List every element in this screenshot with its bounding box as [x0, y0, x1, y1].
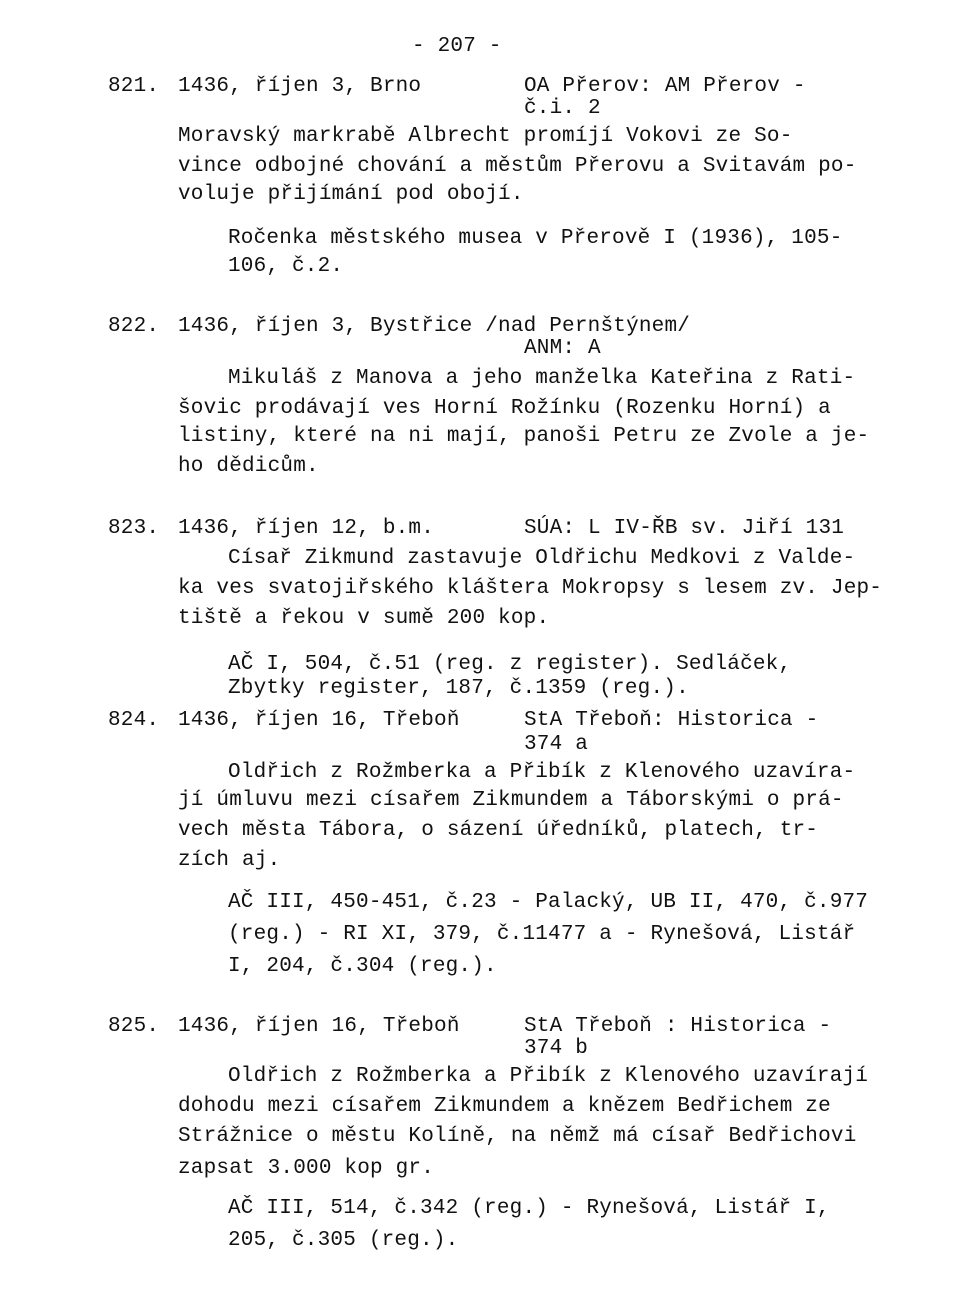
archive-reference-cont: 374 b — [524, 1037, 589, 1060]
entry-number: 821. — [108, 75, 160, 98]
page-number: - 207 - — [412, 35, 502, 58]
bibliography-line: 106, č.2. — [228, 255, 344, 278]
entry-text-line: zapsat 3.000 kop gr. — [178, 1157, 435, 1180]
entry-text-line: ka ves svatojiřského kláštera Mokropsy s lesem zv. Jep- — [178, 577, 883, 600]
entry-number: 823. — [108, 517, 160, 540]
entry-heading: 1436, říjen 16, Třeboň — [178, 1015, 460, 1038]
entry-text-line: Strážnice o městu Kolíně, na němž má císař Bedřichovi — [178, 1125, 857, 1148]
bibliography-line: Ročenka městského musea v Přerově I (1936), 105- — [228, 227, 843, 250]
entry-text-line: šovic prodávají ves Horní Rožínku (Rozenku Horní) a — [178, 397, 831, 420]
entry-text-line: Mikuláš z Manova a jeho manželka Kateřina z Rati- — [228, 367, 856, 390]
bibliography-line: AČ III, 514, č.342 (reg.) - Rynešová, Listář I, — [228, 1197, 830, 1220]
entry-heading: 1436, říjen 3, Brno — [178, 75, 422, 98]
archive-reference-cont: č.i. 2 — [524, 97, 601, 120]
entry-number: 824. — [108, 709, 160, 732]
bibliography-line: AČ I, 504, č.51 (reg. z register). Sedláček, — [228, 653, 792, 676]
bibliography-line: AČ III, 450-451, č.23 - Palacký, UB II, 470, č.977 — [228, 891, 869, 914]
entry-heading: 1436, říjen 12, b.m. — [178, 517, 435, 540]
entry-text-line: Oldřich z Rožmberka a Přibík z Klenového uzavíra- — [228, 761, 856, 784]
entry-text-line: listiny, které na ni mají, panoši Petru ze Zvole a je- — [178, 425, 870, 448]
entry-number: 822. — [108, 315, 160, 338]
entry-heading: 1436, říjen 16, Třeboň — [178, 709, 460, 732]
bibliography-line: Zbytky register, 187, č.1359 (reg.). — [228, 677, 689, 700]
entry-text-line: voluje přijímání pod obojí. — [178, 183, 524, 206]
archive-reference: SÚA: L IV-ŘB sv. Jiří 131 — [524, 517, 845, 540]
entry-text-line: dohodu mezi císařem Zikmundem a knězem Bedřichem ze — [178, 1095, 831, 1118]
bibliography-line: (reg.) - RI XI, 379, č.11477 a - Rynešová, Listář — [228, 923, 856, 946]
bibliography-line: 205, č.305 (reg.). — [228, 1229, 459, 1252]
entry-text-line: Císař Zikmund zastavuje Oldřichu Medkovi z Valde- — [228, 547, 856, 570]
archive-reference: StA Třeboň : Historica - — [524, 1015, 832, 1038]
entry-heading: 1436, říjen 3, Bystřice /nad Pernštýnem/ — [178, 315, 691, 338]
entry-text-line: vince odbojné chování a městům Přerovu a Svitavám po- — [178, 155, 857, 178]
archive-reference: ANM: A — [524, 337, 601, 360]
entry-text-line: vech města Tábora, o sázení úředníků, platech, tr- — [178, 819, 819, 842]
entry-text-line: zích aj. — [178, 849, 281, 872]
entry-text-line: jí úmluvu mezi císařem Zikmundem a Táborskými o prá- — [178, 789, 844, 812]
entry-text-line: ho dědicům. — [178, 455, 319, 478]
entry-text-line: Oldřich z Rožmberka a Přibík z Klenového uzavírají — [228, 1065, 869, 1088]
entry-text-line: tiště a řekou v sumě 200 kop. — [178, 607, 550, 630]
entry-text-line: Moravský markrabě Albrecht promíjí Vokovi ze So- — [178, 125, 793, 148]
entry-number: 825. — [108, 1015, 160, 1038]
archive-reference-cont: 374 a — [524, 733, 589, 756]
bibliography-line: I, 204, č.304 (reg.). — [228, 955, 497, 978]
archive-reference: OA Přerov: AM Přerov - — [524, 75, 806, 98]
archive-reference: StA Třeboň: Historica - — [524, 709, 819, 732]
